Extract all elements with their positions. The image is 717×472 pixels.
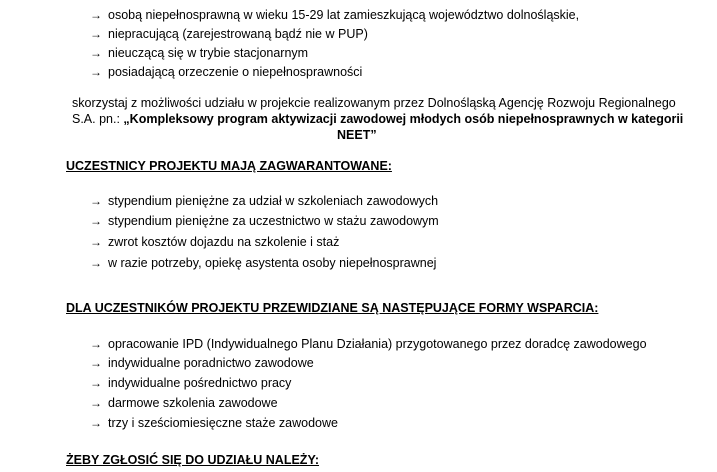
intro-line: skorzystaj z możliwości udziału w projekcie realizowanym przez Dolnośląską Agencję Rozwoju Regionalnego (72, 96, 676, 110)
list-item: zwrot kosztów dojazdu na szkolenie i staż (108, 235, 340, 249)
list-item: nieuczącą się w trybie stacjonarnym (108, 46, 309, 60)
section-heading: DLA UCZESTNIKÓW PROJEKTU PRZEWIDZIANE SĄ NASTĘPUJĄCE FORMY WSPARCIA: (66, 301, 599, 315)
arrow-icon: → (90, 235, 102, 249)
section-heading: UCZESTNICY PROJEKTU MAJĄ ZAGWARANTOWANE: (66, 159, 392, 173)
list-item: darmowe szkolenia zawodowe (108, 396, 278, 410)
list-item: osobą niepełnosprawną w wieku 15-29 lat zamieszkującą województwo dolnośląskie, (108, 8, 580, 22)
intro-prefix: S.A. pn.: (72, 112, 124, 126)
list-item: trzy i sześciomiesięczne staże zawodowe (108, 416, 338, 430)
list-item: w razie potrzeby, opiekę asystenta osoby niepełnosprawnej (108, 256, 437, 270)
arrow-icon: → (90, 396, 102, 410)
list-item: indywidualne pośrednictwo pracy (108, 376, 292, 390)
list-item: niepracującą (zarejestrowaną bądź nie w PUP) (108, 27, 368, 41)
list-item: opracowanie IPD (Indywidualnego Planu Działania) przygotowanego przez doradcę zawodowego (108, 337, 647, 351)
section-heading: ŻEBY ZGŁOSIĆ SIĘ DO UDZIAŁU NALEŻY: (66, 453, 320, 467)
arrow-icon: → (90, 46, 102, 60)
intro-line (72, 111, 683, 127)
list-item: stypendium pieniężne za uczestnictwo w stażu zawodowym (108, 214, 439, 228)
list-item: posiadającą orzeczenie o niepełnosprawności (108, 65, 363, 79)
arrow-icon: → (90, 376, 102, 390)
arrow-icon: → (90, 256, 102, 270)
arrow-icon: → (90, 214, 102, 228)
arrow-icon: → (90, 65, 102, 79)
arrow-icon: → (90, 8, 102, 22)
arrow-icon: → (90, 194, 102, 208)
arrow-icon: → (90, 416, 102, 430)
list-item: stypendium pieniężne za udział w szkoleniach zawodowych (108, 194, 439, 208)
list-item: indywidualne poradnictwo zawodowe (108, 356, 314, 370)
project-title: „Kompleksowy program aktywizacji zawodowej młodych osób niepełnosprawnych w kategorii (123, 112, 684, 126)
arrow-icon: → (90, 27, 102, 41)
project-title-end: NEET” (337, 128, 377, 142)
arrow-icon: → (90, 356, 102, 370)
arrow-icon: → (90, 337, 102, 351)
